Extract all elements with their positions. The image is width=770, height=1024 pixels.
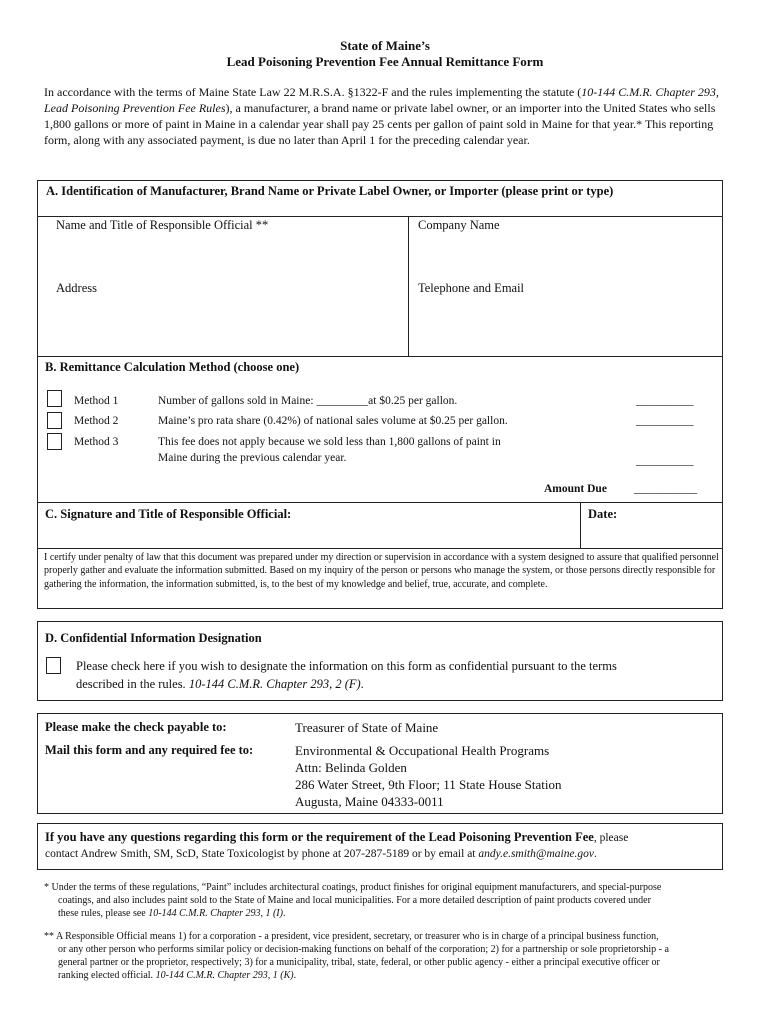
payable-label: Please make the check payable to: [45, 720, 227, 734]
footnote-ro-line4-text: ranking elected official. [58, 970, 156, 981]
name-title-label: Name and Title of Responsible Official ** [56, 218, 269, 232]
telephone-email-field[interactable] [412, 299, 720, 353]
questions-line1 [45, 830, 628, 845]
intro-paragraph [44, 84, 724, 148]
section-d-header: D. Confidential Information Designation [45, 631, 262, 645]
footnote-ro-line1: ** A Responsible Official means 1) for a corporation - a president, vice president, secretary, or treasurer who is in charge of a principal business function, [44, 931, 659, 942]
method-3-description-line1: This fee does not apply because we sold less than 1,800 gallons of paint in [158, 436, 501, 448]
questions-line2 [45, 848, 597, 860]
method-1-amount-blank[interactable]: __________ [636, 395, 694, 407]
certification-text: I certify under penalty of law that this document was prepared under my direction or supervision in accordance with a system designed to assure that qualified personnel properly gather and evaluate the information submitted. Based on my inquiry of the person or persons who manage the system, or those persons directly responsible for gathering the information, the information submitted, is, to the best of my knowledge and belief, true, accurate, and complete. [44, 552, 719, 590]
signature-field[interactable] [40, 524, 576, 546]
amount-due-label: Amount Due [544, 483, 607, 495]
telephone-email-label: Telephone and Email [418, 281, 525, 295]
footnote-paint-line1: * Under the terms of these regulations, “Paint” includes architectural coatings, product finishes for original equipment manufacturers, and special-purpose [44, 882, 662, 893]
section-c-header: C. Signature and Title of Responsible Official: [45, 507, 292, 521]
address-field[interactable] [40, 299, 404, 353]
address-label: Address [56, 281, 97, 295]
confidential-text-line2-a: described in the rules. [76, 677, 189, 691]
confidential-checkbox[interactable] [46, 657, 61, 674]
section-c-divider [580, 502, 581, 549]
amount-due-blank[interactable]: ___________ [634, 483, 698, 495]
footnote-paint [44, 881, 724, 920]
method-2-amount-blank[interactable]: __________ [636, 415, 694, 427]
method-1-checkbox[interactable] [47, 390, 62, 407]
confidential-text-line2-end: . [360, 677, 364, 691]
footnote-ro-line3: general partner or the proprietor, respectively; 3) for a municipality, tribal, state, federal, or other public agency - either a principal executive officer or [58, 957, 660, 968]
company-name-field[interactable] [412, 236, 720, 276]
method-1-label: Method 1 [74, 395, 119, 407]
footnote-paint-citation: 10-144 C.M.R. Chapter 293, 1 (I) [148, 908, 283, 919]
mail-address-line1: Environmental & Occupational Health Programs [295, 743, 550, 758]
confidential-citation: 10-144 C.M.R. Chapter 293, 2 (F) [188, 677, 361, 691]
section-a-header: A. Identification of Manufacturer, Brand Name or Private Label Owner, or Importer (please print or type) [46, 184, 614, 198]
name-title-field[interactable] [40, 236, 404, 276]
confidential-text-line1: Please check here if you wish to designate the information on this form as confidential pursuant to the terms [76, 659, 617, 673]
questions-bold: If you have any questions regarding this form or the requirement of the Lead Poisoning Prevention Fee [45, 830, 594, 844]
intro-citation: 10-144 C.M.R. Chapter 293, Lead Poisoning Prevention Fee Rules [44, 85, 719, 115]
payable-value: Treasurer of State of Maine [295, 720, 439, 735]
section-a-header-box [37, 180, 723, 217]
form-title-line1: State of Maine’s [340, 38, 430, 53]
date-field[interactable] [584, 524, 720, 546]
company-name-label: Company Name [418, 218, 500, 232]
footnote-responsible-official [44, 930, 724, 982]
questions-end: . [594, 848, 597, 860]
mail-address-line4: Augusta, Maine 04333-0011 [295, 794, 444, 809]
form-title-line2: Lead Poisoning Prevention Fee Annual Remittance Form [226, 54, 544, 69]
method-2-checkbox[interactable] [47, 412, 62, 429]
method-3-checkbox[interactable] [47, 433, 62, 450]
mail-address-line2: Attn: Belinda Golden [295, 760, 407, 775]
footnote-paint-line3-text: these rules, please see [58, 908, 149, 919]
method-3-label: Method 3 [74, 436, 119, 448]
method-1-description: Number of gallons sold in Maine: _________at $0.25 per gallon. [158, 395, 458, 407]
confidential-text-line2 [76, 677, 364, 692]
footnote-ro-line2: or any other person who performs similar policy or decision-making functions on behalf of the corporation; 2) for a partnership or sole proprietorship - a [58, 944, 669, 955]
questions-contact: contact Andrew Smith, SM, ScD, State Toxicologist by phone at 207-287-5189 or by email at [45, 848, 479, 860]
method-3-amount-blank[interactable]: __________ [636, 455, 694, 467]
footnote-paint-line3 [44, 907, 724, 920]
mail-address-line3: 286 Water Street, 9th Floor; 11 State House Station [295, 777, 562, 792]
footnote-ro-end: . [293, 970, 297, 981]
intro-text-b: ), a manufacturer, a brand name or private label owner, or an importer into the United States who sells 1,800 gallons or more of paint in Maine in a calendar year shall pay 25 cents per gallon of paint sold in Maine for that year.* This reporting form, along with any associated payment, is due no later than April 1 for the preceding calendar year. [44, 101, 716, 147]
date-label: Date: [588, 507, 618, 521]
intro-text-a: In accordance with the terms of Maine State Law 22 M.R.S.A. §1322-F and the rules implementing the statute ( [44, 85, 582, 99]
method-2-label: Method 2 [74, 415, 119, 427]
section-a-divider [408, 216, 409, 357]
footnote-ro-line4 [44, 969, 724, 982]
footnote-ro-citation: 10-144 C.M.R. Chapter 293, 1 (K) [155, 970, 294, 981]
mail-label: Mail this form and any required fee to: [45, 743, 254, 757]
contact-email-link[interactable]: andy.e.smith@maine.gov [478, 848, 595, 860]
method-2-description: Maine’s pro rata share (0.42%) of national sales volume at $0.25 per gallon. [158, 415, 508, 427]
section-b-box [37, 356, 723, 503]
section-b-header: B. Remittance Calculation Method (choose one) [45, 360, 300, 374]
footnote-paint-line2: coatings, and also includes paint sold to the State of Maine and local municipalities. For a more detailed description of paint products covered under [58, 895, 651, 906]
footnote-paint-end: . [282, 908, 286, 919]
questions-please: , please [593, 832, 629, 844]
method-3-description-line2: Maine during the previous calendar year. [158, 452, 347, 464]
